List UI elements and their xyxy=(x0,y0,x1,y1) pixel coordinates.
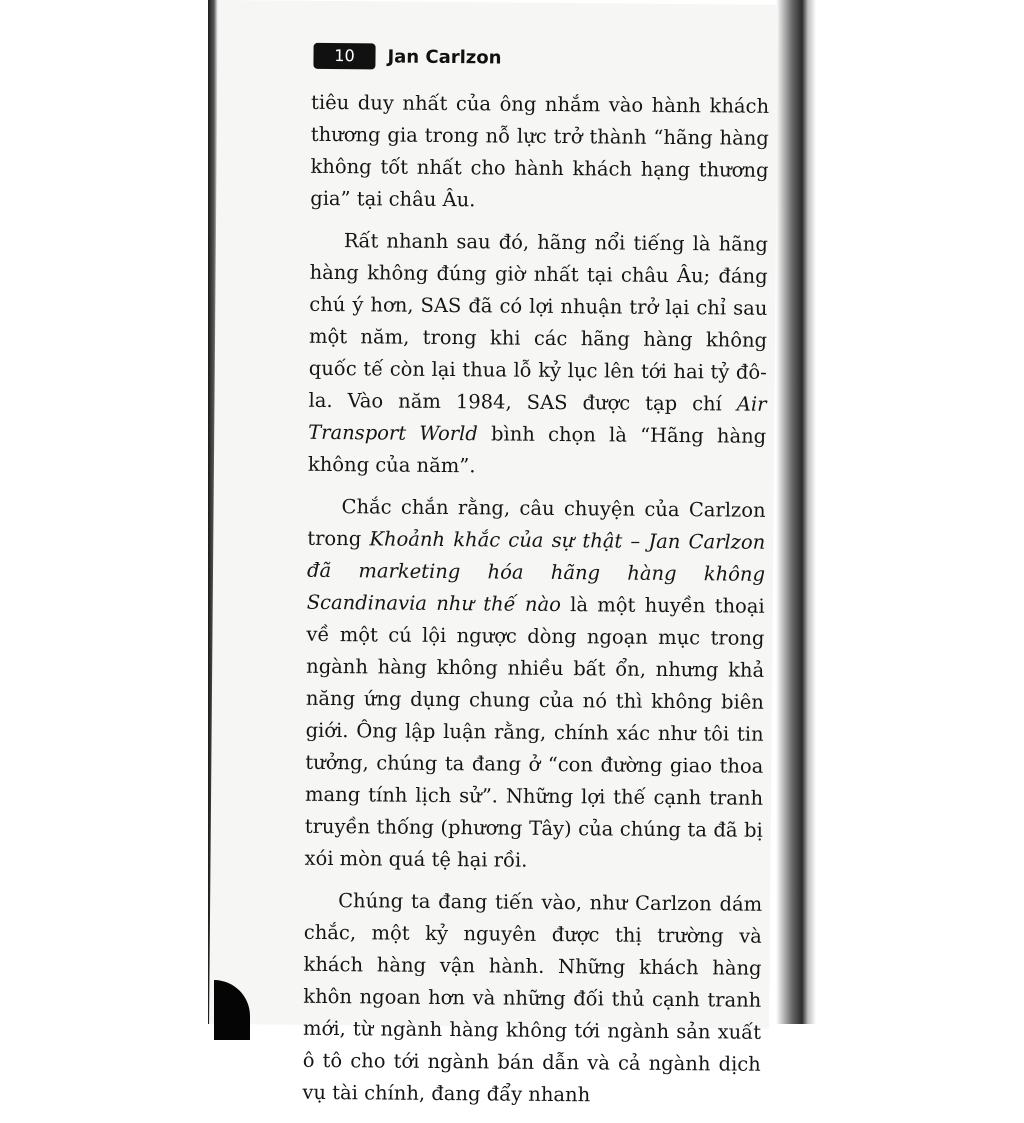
paragraph-2-text-a: Rất nhanh sau đó, hãng nổi tiếng là hãng hàng không đúng giờ nhất tại châu Âu; đáng chú ý hơn, SAS đã có lợi nhuận trở lại chỉ sau một năm, trong khi các hãng hàng không quốc tế còn lại thua lỗ kỷ lục lên tới hai tỷ đô-la. Vào năm 1984, SAS được tạp chí xyxy=(308,229,768,416)
paragraph-1 xyxy=(310,87,769,219)
paragraph-2 xyxy=(308,225,768,485)
paragraph-3-text-b: là một huyền thoại về một cú lội ngược dòng ngoạn mục trong ngành hàng không nhiều bất ổn, nhưng khả năng ứng dụng chung của nó thì không biên giới. Ông lập luận rằng, chính xác như tôi tin tưởng, chúng ta đang ở “con đường giao thoa mang tính lịch sử”. Những lợi thế cạnh tranh truyền thống (phương Tây) của chúng ta đã bị xói mòn quá tệ hại rồi. xyxy=(304,593,765,872)
body-text xyxy=(302,87,769,1123)
paragraph-2-italic-title: Air Transport World xyxy=(308,392,767,446)
book-page xyxy=(209,0,778,1107)
paragraph-2-text-b: bình chọn là “Hãng hàng không của năm”. xyxy=(307,422,767,478)
paragraph-1-text: tiêu duy nhất của ông nhắm vào hành khách thương gia trong nỗ lực trở thành “hãng hàng không tốt nhất cho hành khách hạng thương gia” tại châu Âu. xyxy=(310,90,770,212)
paragraph-4-text: Chúng ta đang tiến vào, như Carlzon dám chắc, một kỷ nguyên được thị trường và khách hàng vận hành. Những khách hàng khôn ngoan hơn và những đối thủ cạnh tranh mới, từ ngành hàng không tới ngành sản xuất ô tô cho tới ngành bán dẫn và cả ngành dịch vụ tài chính, đang đẩy nhanh xyxy=(302,889,763,1107)
paragraph-3 xyxy=(304,491,765,879)
page-number-badge: 10 xyxy=(313,43,375,70)
paragraph-3-italic-title: Khoảnh khắc của sự thật – Jan Carlzon đã marketing hóa hãng hàng không Scandinavia như thế nào xyxy=(306,527,766,617)
page-edge-shadow xyxy=(776,0,816,1024)
running-head: Jan Carlzon xyxy=(387,45,502,68)
paragraph-4 xyxy=(302,885,762,1113)
page-header xyxy=(313,41,501,73)
paragraph-3-text-a: Chắc chắn rằng, câu chuyện của Carlzon trong xyxy=(307,495,766,551)
